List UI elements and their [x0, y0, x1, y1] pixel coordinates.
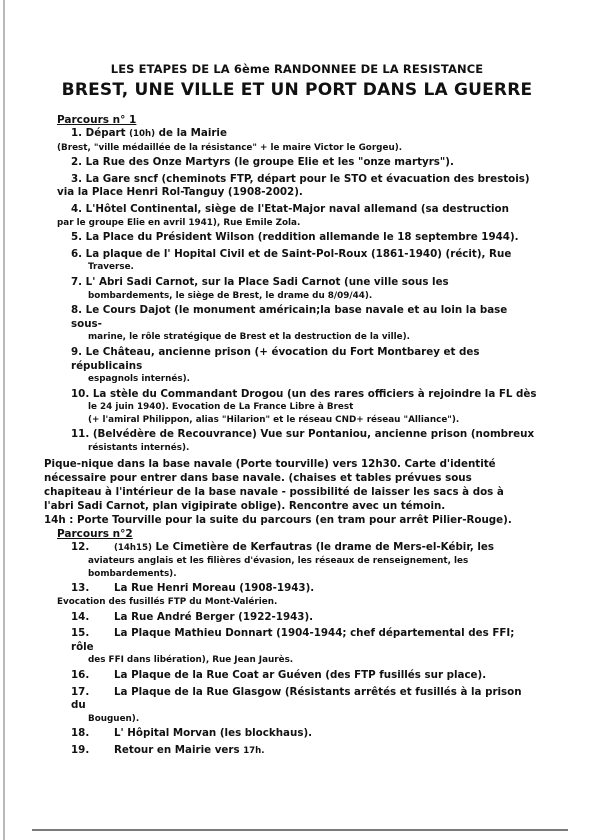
stop-title: Le Château, ancienne prison (+ évocation du Fort Montbarey et des républicains	[71, 345, 480, 372]
stop-18	[57, 727, 539, 741]
parcours-1-heading: Parcours n° 1	[57, 114, 137, 126]
stop-number: 3.	[71, 172, 83, 185]
stop-number: 18.	[71, 727, 90, 740]
stop-detail: Traverse.	[88, 262, 134, 273]
stop-detail: résistants internés).	[88, 443, 190, 454]
scan-edge-left	[3, 0, 5, 840]
stop-title: Retour en Mairie vers	[114, 743, 244, 756]
stop-title-rest: de la Mairie	[155, 127, 227, 139]
stop-detail: espagnols internés).	[88, 374, 190, 385]
stop-15	[57, 627, 539, 654]
stop-10	[57, 388, 539, 402]
stop-detail: bombardements, le siège de Brest, le drame du 8/09/44).	[88, 290, 373, 301]
stop-number: 4.	[71, 202, 83, 215]
stop-detail: par le groupe Elie en avril 1941), Rue Emile Zola.	[57, 217, 301, 228]
stop-number: 6.	[71, 247, 83, 260]
picnic-line: l'abri Sadi Carnot, plan vigipirate oblige). Rencontre avec un témoin.	[44, 499, 446, 512]
stop-time: (10h)	[129, 129, 156, 139]
stop-title: La Rue des Onze Martyrs (le groupe Elie et les "onze martyrs").	[85, 156, 454, 169]
stop-title: La Plaque de la Rue Glasgow (Résistants arrêtés et fusillés à la prison du	[71, 685, 522, 712]
scan-edge-bottom	[32, 829, 568, 831]
stop-number: 5.	[71, 231, 83, 244]
stop-title: La Rue Henri Moreau (1908-1943).	[114, 582, 315, 595]
document-body	[44, 113, 539, 759]
stop-5	[57, 231, 539, 245]
stop-12	[57, 541, 539, 556]
stop-title: L'Hôtel Continental, siège de l'Etat-Major naval allemand (sa destruction	[85, 202, 509, 215]
stop-number: 12.	[71, 540, 90, 553]
stop-14	[57, 611, 539, 625]
picnic-line: nécessaire pour entrer dans base navale. (chaises et tables prévues sous	[44, 471, 472, 484]
stop-detail: bombardements).	[88, 568, 177, 579]
stop-number: 7.	[71, 275, 83, 288]
stop-19	[57, 744, 539, 759]
stop-6	[57, 248, 539, 262]
stop-8	[57, 304, 539, 331]
stop-title: La Plaque de la Rue Coat ar Guéven (des FTP fusillés sur place).	[114, 669, 487, 681]
stop-title: La plaque de l' Hopital Civil et de Saint-Pol-Roux (1861-1940) (récit), Rue	[85, 247, 512, 260]
stop-number: 8.	[71, 304, 83, 317]
stop-time: 17h.	[243, 745, 265, 756]
stop-number: 17.	[71, 685, 90, 698]
stop-number: 2.	[71, 156, 83, 169]
stop-17	[57, 686, 539, 713]
stop-11	[57, 428, 539, 442]
stop-title: (Belvédère de Recouvrance) Vue sur Pontaniou, ancienne prison (nombreux	[92, 428, 535, 441]
stop-title: L' Hôpital Morvan (les blockhaus).	[114, 727, 313, 740]
picnic-paragraph	[44, 457, 544, 527]
stop-title: Le Cours Dajot (le monument américain;la base navale et au loin la base sous-	[71, 304, 508, 330]
stop-detail: (+ l'amiral Philippon, alias "Hilarion" et le réseau CND+ réseau "Alliance").	[88, 414, 460, 425]
stop-7	[57, 276, 539, 290]
picnic-line: Pique-nique dans la base navale (Porte tourville) vers 12h30. Carte d'identité	[44, 457, 496, 470]
picnic-line: chapiteau à l'intérieur de la base navale - possibilité de laisser les sacs à dos à	[44, 485, 504, 498]
document-subtitle: LES ETAPES DE LA 6ème RANDONNEE DE LA RESISTANCE	[110, 62, 484, 76]
stop-number: 11.	[71, 428, 90, 441]
stop-number: 16.	[71, 669, 90, 681]
stop-detail: via la Place Henri Rol-Tanguy (1908-2002).	[57, 186, 303, 199]
stop-title: La stèle du Commandant Drogou (un des rares officiers à rejoindre la FL dès	[92, 387, 537, 400]
stop-title: Départ	[85, 127, 130, 139]
stop-detail: (Brest, "ville médaillée de la résistance" + le maire Victor le Gorgeu).	[57, 142, 403, 153]
parcours-2-heading: Parcours n°2	[57, 527, 133, 540]
stop-2	[57, 156, 539, 170]
stop-13	[57, 582, 539, 596]
stop-number: 9.	[71, 345, 83, 358]
stop-title: L' Abri Sadi Carnot, sur la Place Sadi Carnot (une ville sous les	[85, 275, 449, 288]
stop-detail: aviateurs anglais et les filières d'évasion, les réseaux de renseignement, les	[88, 556, 469, 567]
stop-title: La Gare sncf (cheminots FTP, départ pour le STO et évacuation des brestois)	[85, 172, 530, 185]
document-title: BREST, UNE VILLE ET UN PORT DANS LA GUERRE	[61, 80, 533, 100]
stop-16	[57, 669, 539, 683]
stop-title: La Rue André Berger (1922-1943).	[114, 610, 314, 623]
stop-detail: Evocation des fusillés FTP du Mont-Valérien.	[57, 597, 278, 608]
stop-9	[57, 346, 539, 373]
stop-number: 10.	[71, 387, 90, 400]
stop-number: 13.	[71, 582, 90, 595]
stop-4	[57, 203, 539, 217]
picnic-line: 14h : Porte Tourville pour la suite du parcours (en tram pour arrêt Pilier-Rouge).	[44, 513, 512, 526]
stop-title: La Plaque Mathieu Donnart (1904-1944; chef départemental des FFI; rôle	[71, 627, 515, 653]
stop-detail: le 24 juin 1940). Evocation de La France Libre à Brest	[88, 402, 354, 413]
stop-title: La Place du Président Wilson (reddition allemande le 18 septembre 1944).	[85, 231, 519, 244]
stop-3	[57, 173, 539, 187]
stop-1	[57, 127, 539, 142]
stop-number: 14.	[71, 610, 90, 623]
stop-number: 15.	[71, 627, 90, 640]
stop-time: (14h15)	[114, 542, 152, 553]
stop-number: 1.	[71, 127, 83, 139]
stop-detail: Bouguen).	[88, 713, 140, 724]
stop-title: Le Cimetière de Kerfautras (le drame de Mers-el-Kébir, les	[151, 540, 495, 553]
stop-detail: marine, le rôle stratégique de Brest et la destruction de la ville).	[88, 332, 410, 343]
stop-detail: des FFI dans libération), Rue Jean Jaurès.	[88, 655, 294, 666]
stop-number: 19.	[71, 743, 90, 756]
document-header	[0, 62, 594, 100]
